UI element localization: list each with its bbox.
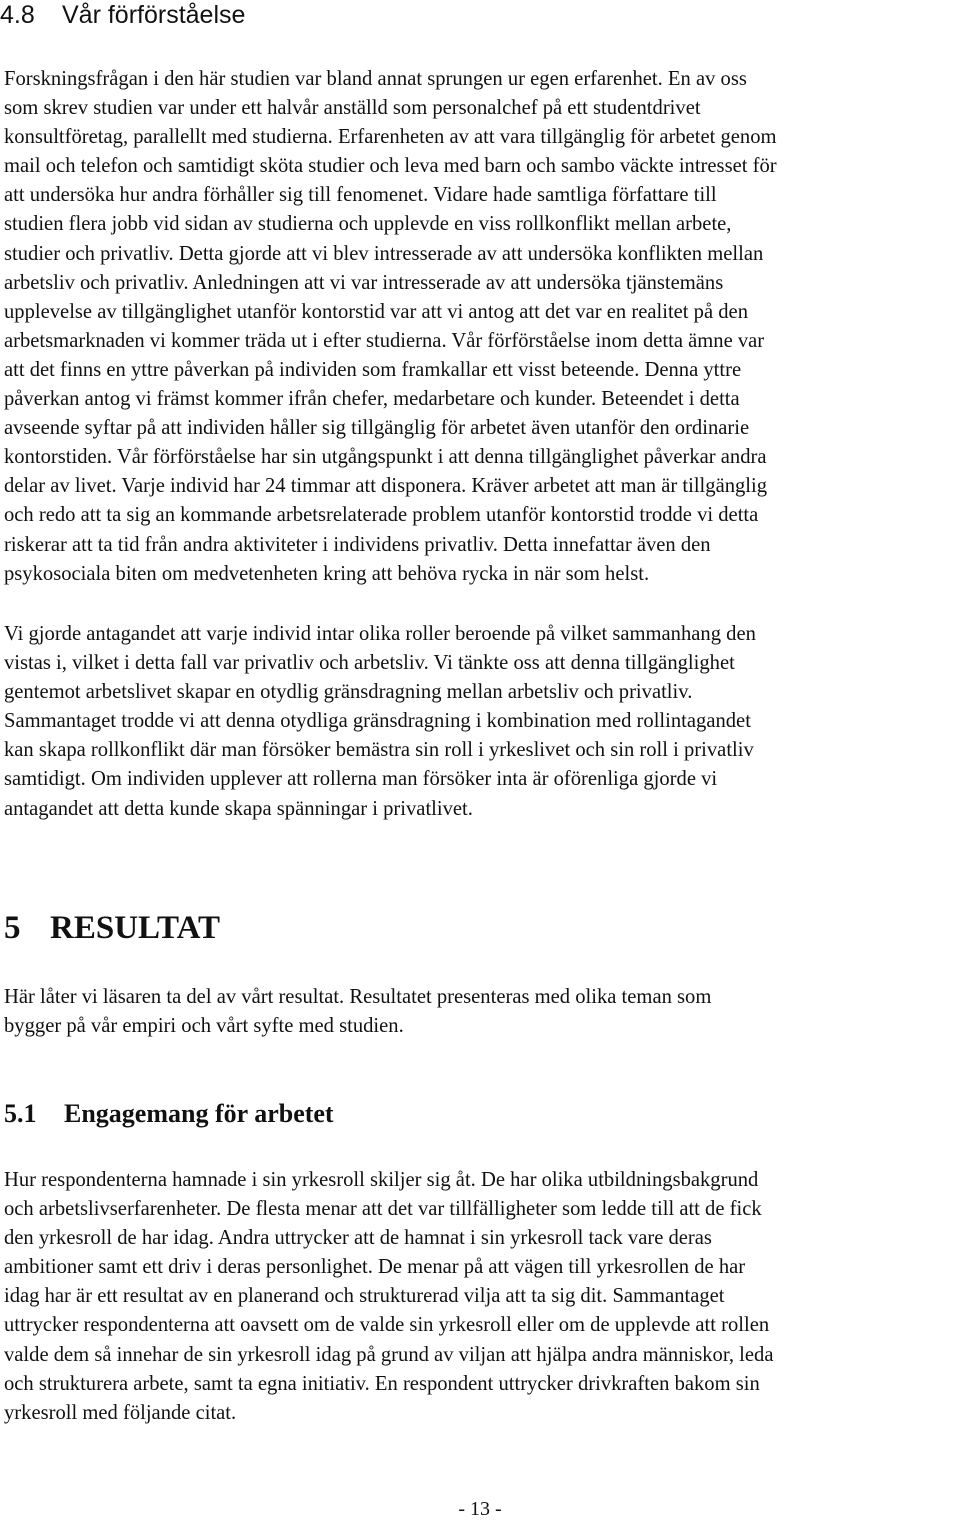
text-line: kontorstiden. Vår förförståelse har sin utgångspunkt i att denna tillgänglighet påverkar andra [4, 446, 767, 469]
text-line: bygger på vår empiri och vårt syfte med studien. [4, 1015, 404, 1038]
text-line: arbetsliv och privatliv. Anledningen att vi var intresserade av att undersöka tjänstemäns [4, 271, 724, 294]
text-line: att det finns en yttre påverkan på individen som framkallar ett visst beteende. Denna yttre [4, 358, 742, 381]
section-number: 5.1 [4, 1099, 37, 1128]
text-line: påverkan antog vi främst kommer ifrån chefer, medarbetare och kunder. Beteendet i detta [4, 388, 740, 411]
chapter-title: RESULTAT [50, 910, 220, 946]
text-line: upplevelse av tillgänglighet utanför kontorstid var att vi antog att det var en realitet på den [4, 300, 748, 323]
text-line: gentemot arbetslivet skapar en otydlig gränsdragning mellan arbetsliv och privatliv. [4, 681, 693, 704]
text-line: studier och privatliv. Detta gjorde att vi blev intresserade av att undersöka konflikten mellan [4, 242, 764, 265]
section-4-8-heading [0, 0, 245, 30]
section-title: Vår förförståelse [62, 1, 246, 29]
text-line: och arbetslivserfarenheter. De flesta menar att det var tillfälligheter som ledde till att de fick [4, 1198, 762, 1221]
text-line: arbetsmarknaden vi kommer träda ut i efter studierna. Vår förförståelse inom detta ämne var [4, 329, 765, 352]
text-line: Vi gjorde antagandet att varje individ intar olika roller beroende på vilket sammanhang den [4, 623, 756, 645]
section-title: Engagemang för arbetet [64, 1099, 334, 1128]
text-line: Här låter vi läsaren ta del av vårt resultat. Resultatet presenteras med olika teman som [4, 986, 712, 1008]
text-line: uttrycker respondenterna att oavsett om de valde sin yrkesroll eller om de upplevde att rollen [4, 1314, 770, 1337]
text-line: samtidigt. Om individen upplever att rollerna man försöker inta är oförenliga gjorde vi [4, 768, 718, 791]
section-number: 4.8 [0, 1, 35, 29]
section-5-1-heading [4, 1098, 334, 1130]
text-line: valde dem så innehar de sin yrkesroll idag på grund av viljan att hjälpa andra människor, leda [4, 1343, 774, 1366]
text-line: antagandet att detta kunde skapa spänningar i privatlivet. [4, 797, 473, 820]
text-line: vistas i, vilket i detta fall var privatliv och arbetsliv. Vi tänkte oss att denna tillgänglighet [4, 652, 735, 675]
text-line: och strukturera arbete, samt ta egna initiativ. En respondent uttrycker drivkraften bakom sin [4, 1372, 760, 1395]
text-line: konsultföretag, parallellt med studierna. Erfarenheten av att vara tillgänglig för arbetet genom [4, 126, 777, 149]
text-line: riskerar att ta tid från andra aktiviteter i individens privatliv. Detta innefattar även den [4, 533, 711, 556]
text-line: och redo att ta sig an kommande arbetsrelaterade problem utanför kontorstid trodde vi detta [4, 504, 759, 527]
text-line: idag har är ett resultat av en planerand och strukturerad vilja att ta sig dit. Sammantaget [4, 1285, 725, 1308]
page-number: - 13 - [458, 1498, 502, 1520]
section-5-1-paragraph [4, 1166, 952, 1428]
text-line: Sammantaget trodde vi att denna otydliga gränsdragning i kombination med rollintagandet [4, 710, 751, 733]
text-line: Hur respondenterna hamnade i sin yrkesroll skiljer sig åt. De har olika utbildningsbakgrund [4, 1169, 759, 1191]
text-line: den yrkesroll de har idag. Andra uttrycker att de hamnat i sin yrkesroll tack vare deras [4, 1227, 712, 1250]
text-line: som skrev studien var under ett halvår anställd som personalchef på ett studentdrivet [4, 97, 701, 120]
section-4-8-paragraph-1 [4, 65, 952, 589]
text-line: Forskningsfrågan i den här studien var bland annat sprungen ur egen erfarenhet. En av oss [4, 68, 747, 90]
chapter-number: 5 [4, 910, 21, 946]
text-line: delar av livet. Varje individ har 24 timmar att disponera. Kräver arbetet att man är tillgänglig [4, 475, 768, 498]
text-line: yrkesroll med följande citat. [4, 1401, 237, 1424]
text-line: kan skapa rollkonflikt där man försöker bemästra sin roll i yrkeslivet och sin roll i privatliv [4, 739, 754, 762]
chapter-5-intro-paragraph [4, 983, 952, 1041]
text-line: ambitioner samt ett driv i deras personlighet. De menar på att vägen till yrkesrollen de har [4, 1256, 746, 1279]
text-line: mail och telefon och samtidigt sköta studier och leva med barn och sambo väckte intresset för [4, 155, 777, 178]
chapter-5-heading [4, 908, 220, 948]
text-line: avseende syftar på att individen håller sig tillgänglig för arbetet även utanför den ordinarie [4, 417, 750, 440]
text-line: studien flera jobb vid sidan av studierna och upplevde en viss rollkonflikt mellan arbete, [4, 213, 732, 236]
text-line: psykosociala biten om medvetenheten kring att behöva rycka in när som helst. [4, 562, 650, 585]
text-line: att undersöka hur andra förhåller sig till fenomenet. Vidare hade samtliga författare till [4, 184, 717, 207]
section-4-8-paragraph-2 [4, 620, 952, 824]
